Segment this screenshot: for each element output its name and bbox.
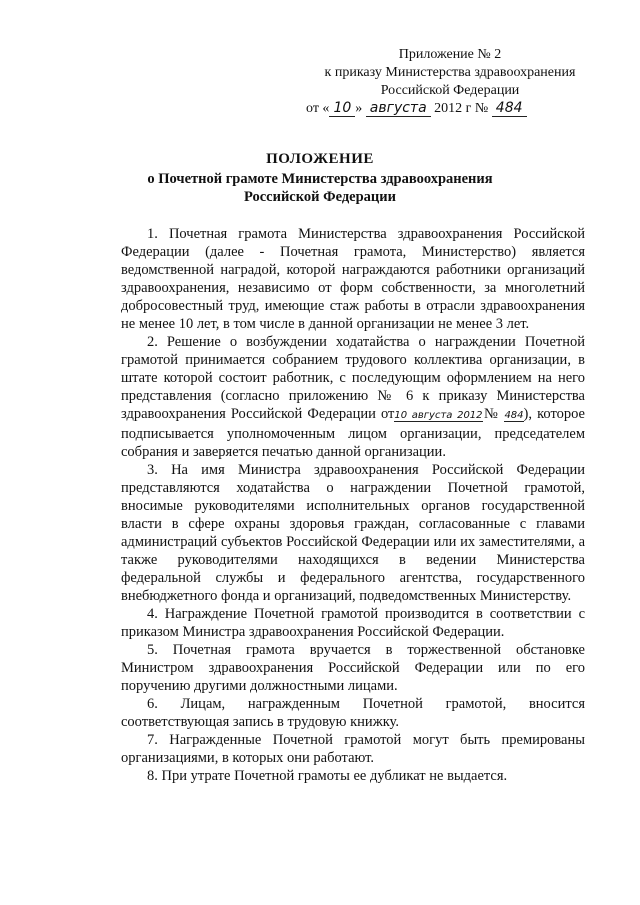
document-title: ПОЛОЖЕНИЕ [266, 151, 374, 167]
subtitle-line-1: о Почетной грамоте Министерства здравоохранения [147, 171, 493, 187]
paragraph-7: 7. Награжденные Почетной грамотой могут быть премированы организациями, в которых они работают. [121, 732, 585, 766]
number-prefix: № [474, 101, 489, 116]
paragraph-2-text-a: 2. Решение о возбуждении ходатайства о награждении Почетной грамотой принимается собранием трудового коллектива организации, в штате которой состоит работник, с последующим оформлением на него представления (согласно приложению № 6 к приказу Министерства здравоохранения Российской Федерации от [121, 334, 585, 422]
handwritten-month: августа [366, 101, 431, 117]
appendix-line-3: Российской Федерации [380, 83, 520, 98]
date-year: 2012 г [434, 101, 472, 116]
paragraph-5: 5. Почетная грамота вручается в торжественной обстановке Министром здравоохранения Российской Федерации или по его поручению другими должностными лицами. [121, 642, 585, 694]
handwritten-day: 10 [329, 101, 355, 117]
paragraph-2-number-sign: № [482, 406, 500, 422]
handwritten-inline-number: 484 [504, 410, 524, 421]
appendix-header [300, 46, 600, 118]
handwritten-number: 484 [492, 101, 527, 117]
handwritten-inline-date: 10 августа 2012 [394, 410, 483, 421]
paragraph-2-text-b: ), которое подписывается уполномоченным лицом организации, председателем собрания и заверяется печатью данной организации. [121, 406, 585, 460]
paragraph-6: 6. Лицам, награжденным Почетной грамотой, вносится соответствующая запись в трудовую книжку. [121, 696, 585, 730]
date-prefix: от « [306, 101, 330, 116]
date-separator: » [355, 101, 363, 116]
subtitle-line-2: Российской Федерации [243, 189, 396, 205]
appendix-line-2: к приказу Министерства здравоохранения [324, 65, 576, 80]
paragraph-3: 3. На имя Министра здравоохранения Российской Федерации представляются ходатайства о награждении Почетной грамотой, вносимые руководителями исполнительных органов государственной власти в сфере охраны здоровья граждан, согласованные с главами администраций субъектов Российской Федерации или их заместителями, а также руководителями находящихся в ведении Министерства федеральной службы и федерального агентства, государственного внебюджетного фонда и организаций, подведомственных Министерству. [121, 462, 585, 604]
document-body [121, 225, 585, 785]
paragraph-4: 4. Награждение Почетной грамотой производится в соответствии с приказом Министра здравоохранения Российской Федерации. [121, 606, 585, 640]
paragraph-8: 8. При утрате Почетной грамоты ее дубликат не выдается. [147, 768, 508, 784]
paragraph-2 [121, 333, 585, 461]
document-subtitle [0, 170, 640, 206]
appendix-line-1: Приложение № 2 [398, 47, 502, 62]
appendix-date-line [300, 100, 600, 118]
paragraph-1: 1. Почетная грамота Министерства здравоохранения Российской Федерации (далее - Почетная грамота, Министерство) является ведомственной наградой, которой награждаются работники организаций здравоохранения, независимо от форм собственности, за многолетний добросовестный труд, имеющие стаж работы в отрасли здравоохранения не менее 10 лет, в том числе в данной организации не менее 3 лет. [121, 226, 585, 332]
